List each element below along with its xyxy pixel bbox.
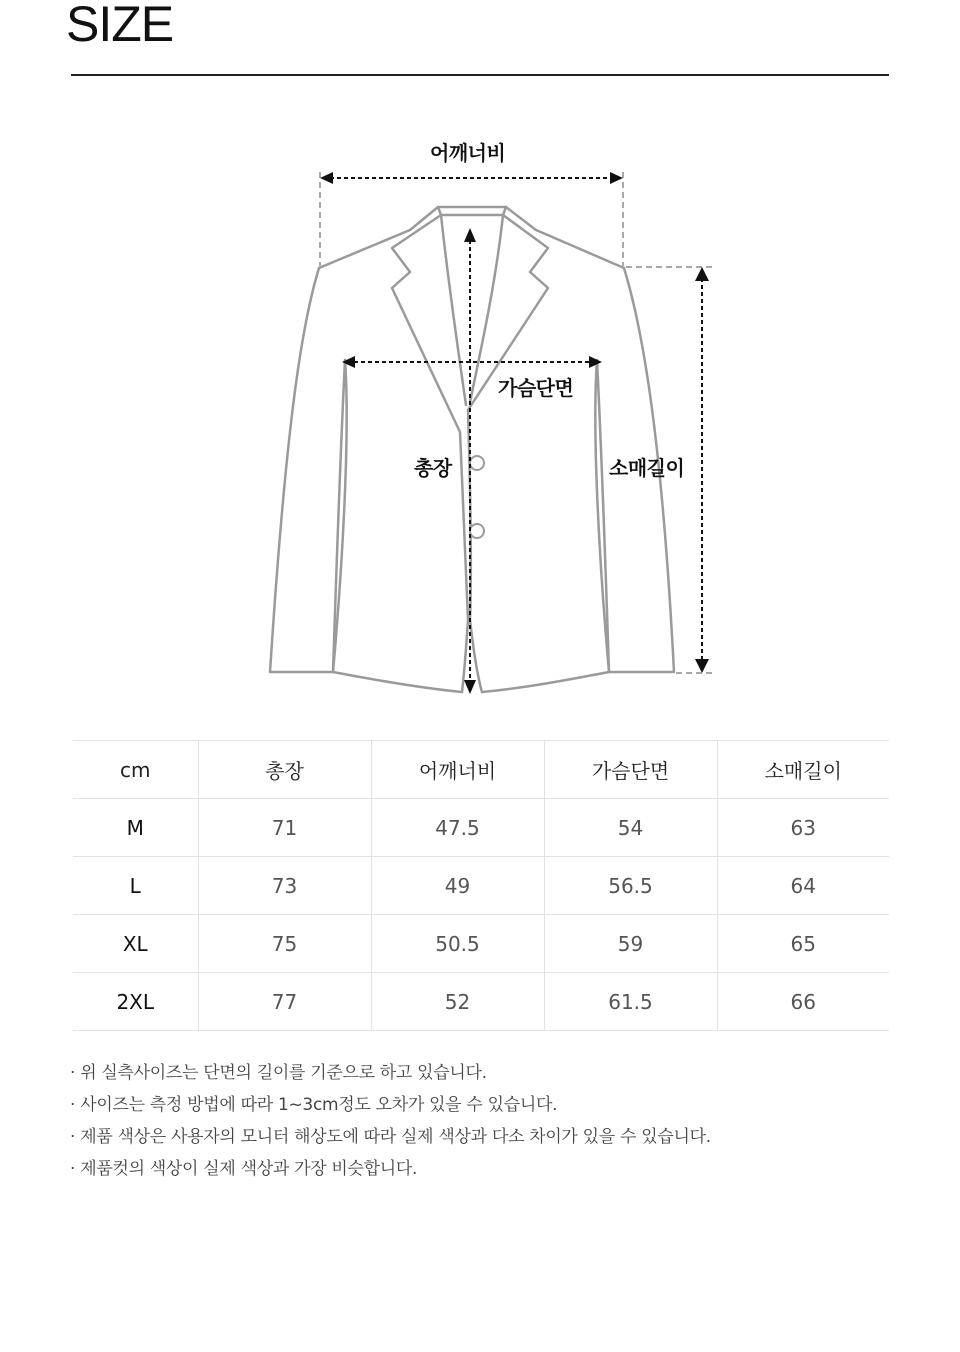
shoulder-cell: 52 (371, 973, 544, 1031)
front-edge-left (460, 432, 468, 692)
size-cell: XL (73, 915, 198, 973)
label-chest: 가슴단면 (498, 376, 574, 400)
collar (438, 207, 506, 215)
label-shoulder: 어깨너비 (430, 141, 506, 165)
sleeve-cell: 64 (717, 857, 889, 915)
note-item: · 위 실측사이즈는 단면의 길이를 기준으로 하고 있습니다. (70, 1063, 487, 1083)
sleeve-cell: 66 (717, 973, 889, 1031)
sleeve-cell: 63 (717, 799, 889, 857)
button-1 (470, 456, 484, 470)
shoulder-cell: 50.5 (371, 915, 544, 973)
note-item: · 제품컷의 색상이 실제 색상과 가장 비슷합니다. (70, 1159, 418, 1179)
length-cell: 75 (198, 915, 371, 973)
size-cell: 2XL (73, 973, 198, 1031)
header-shoulder: 어깨너비 (371, 741, 544, 799)
length-cell: 71 (198, 799, 371, 857)
header-cm: cm (73, 741, 198, 799)
size-cell: M (73, 799, 198, 857)
header-length: 총장 (198, 741, 371, 799)
right-shoulder (506, 207, 624, 268)
table-row (73, 973, 889, 1031)
notes-list (70, 1060, 711, 1188)
left-body (333, 360, 462, 692)
chest-cell: 56.5 (544, 857, 717, 915)
right-body (482, 360, 609, 692)
chest-cell: 59 (544, 915, 717, 973)
label-sleeve: 소매길이 (609, 456, 685, 480)
chest-cell: 61.5 (544, 973, 717, 1031)
note-item: · 제품 색상은 사용자의 모니터 해상도에 따라 실제 색상과 다소 차이가 있을 수 있습니다. (70, 1127, 711, 1147)
size-table (73, 740, 889, 1031)
chest-cell: 54 (544, 799, 717, 857)
shoulder-cell: 49 (371, 857, 544, 915)
jacket-outline (270, 207, 674, 692)
button-2 (470, 524, 484, 538)
left-lapel (392, 215, 460, 432)
table-row (73, 857, 889, 915)
note-item: · 사이즈는 측정 방법에 따라 1~3cm정도 오차가 있을 수 있습니다. (70, 1095, 558, 1115)
length-cell: 73 (198, 857, 371, 915)
label-length: 총장 (414, 456, 452, 480)
table-row (73, 799, 889, 857)
header-chest: 가슴단면 (544, 741, 717, 799)
left-shoulder (319, 207, 438, 268)
header-sleeve: 소매길이 (717, 741, 889, 799)
table-row (73, 915, 889, 973)
shoulder-cell: 47.5 (371, 799, 544, 857)
sleeve-cell: 65 (717, 915, 889, 973)
size-cell: L (73, 857, 198, 915)
page-title: SIZE (66, 0, 174, 52)
arrowheads (320, 172, 709, 694)
table-header-row (73, 741, 889, 799)
length-cell: 77 (198, 973, 371, 1031)
